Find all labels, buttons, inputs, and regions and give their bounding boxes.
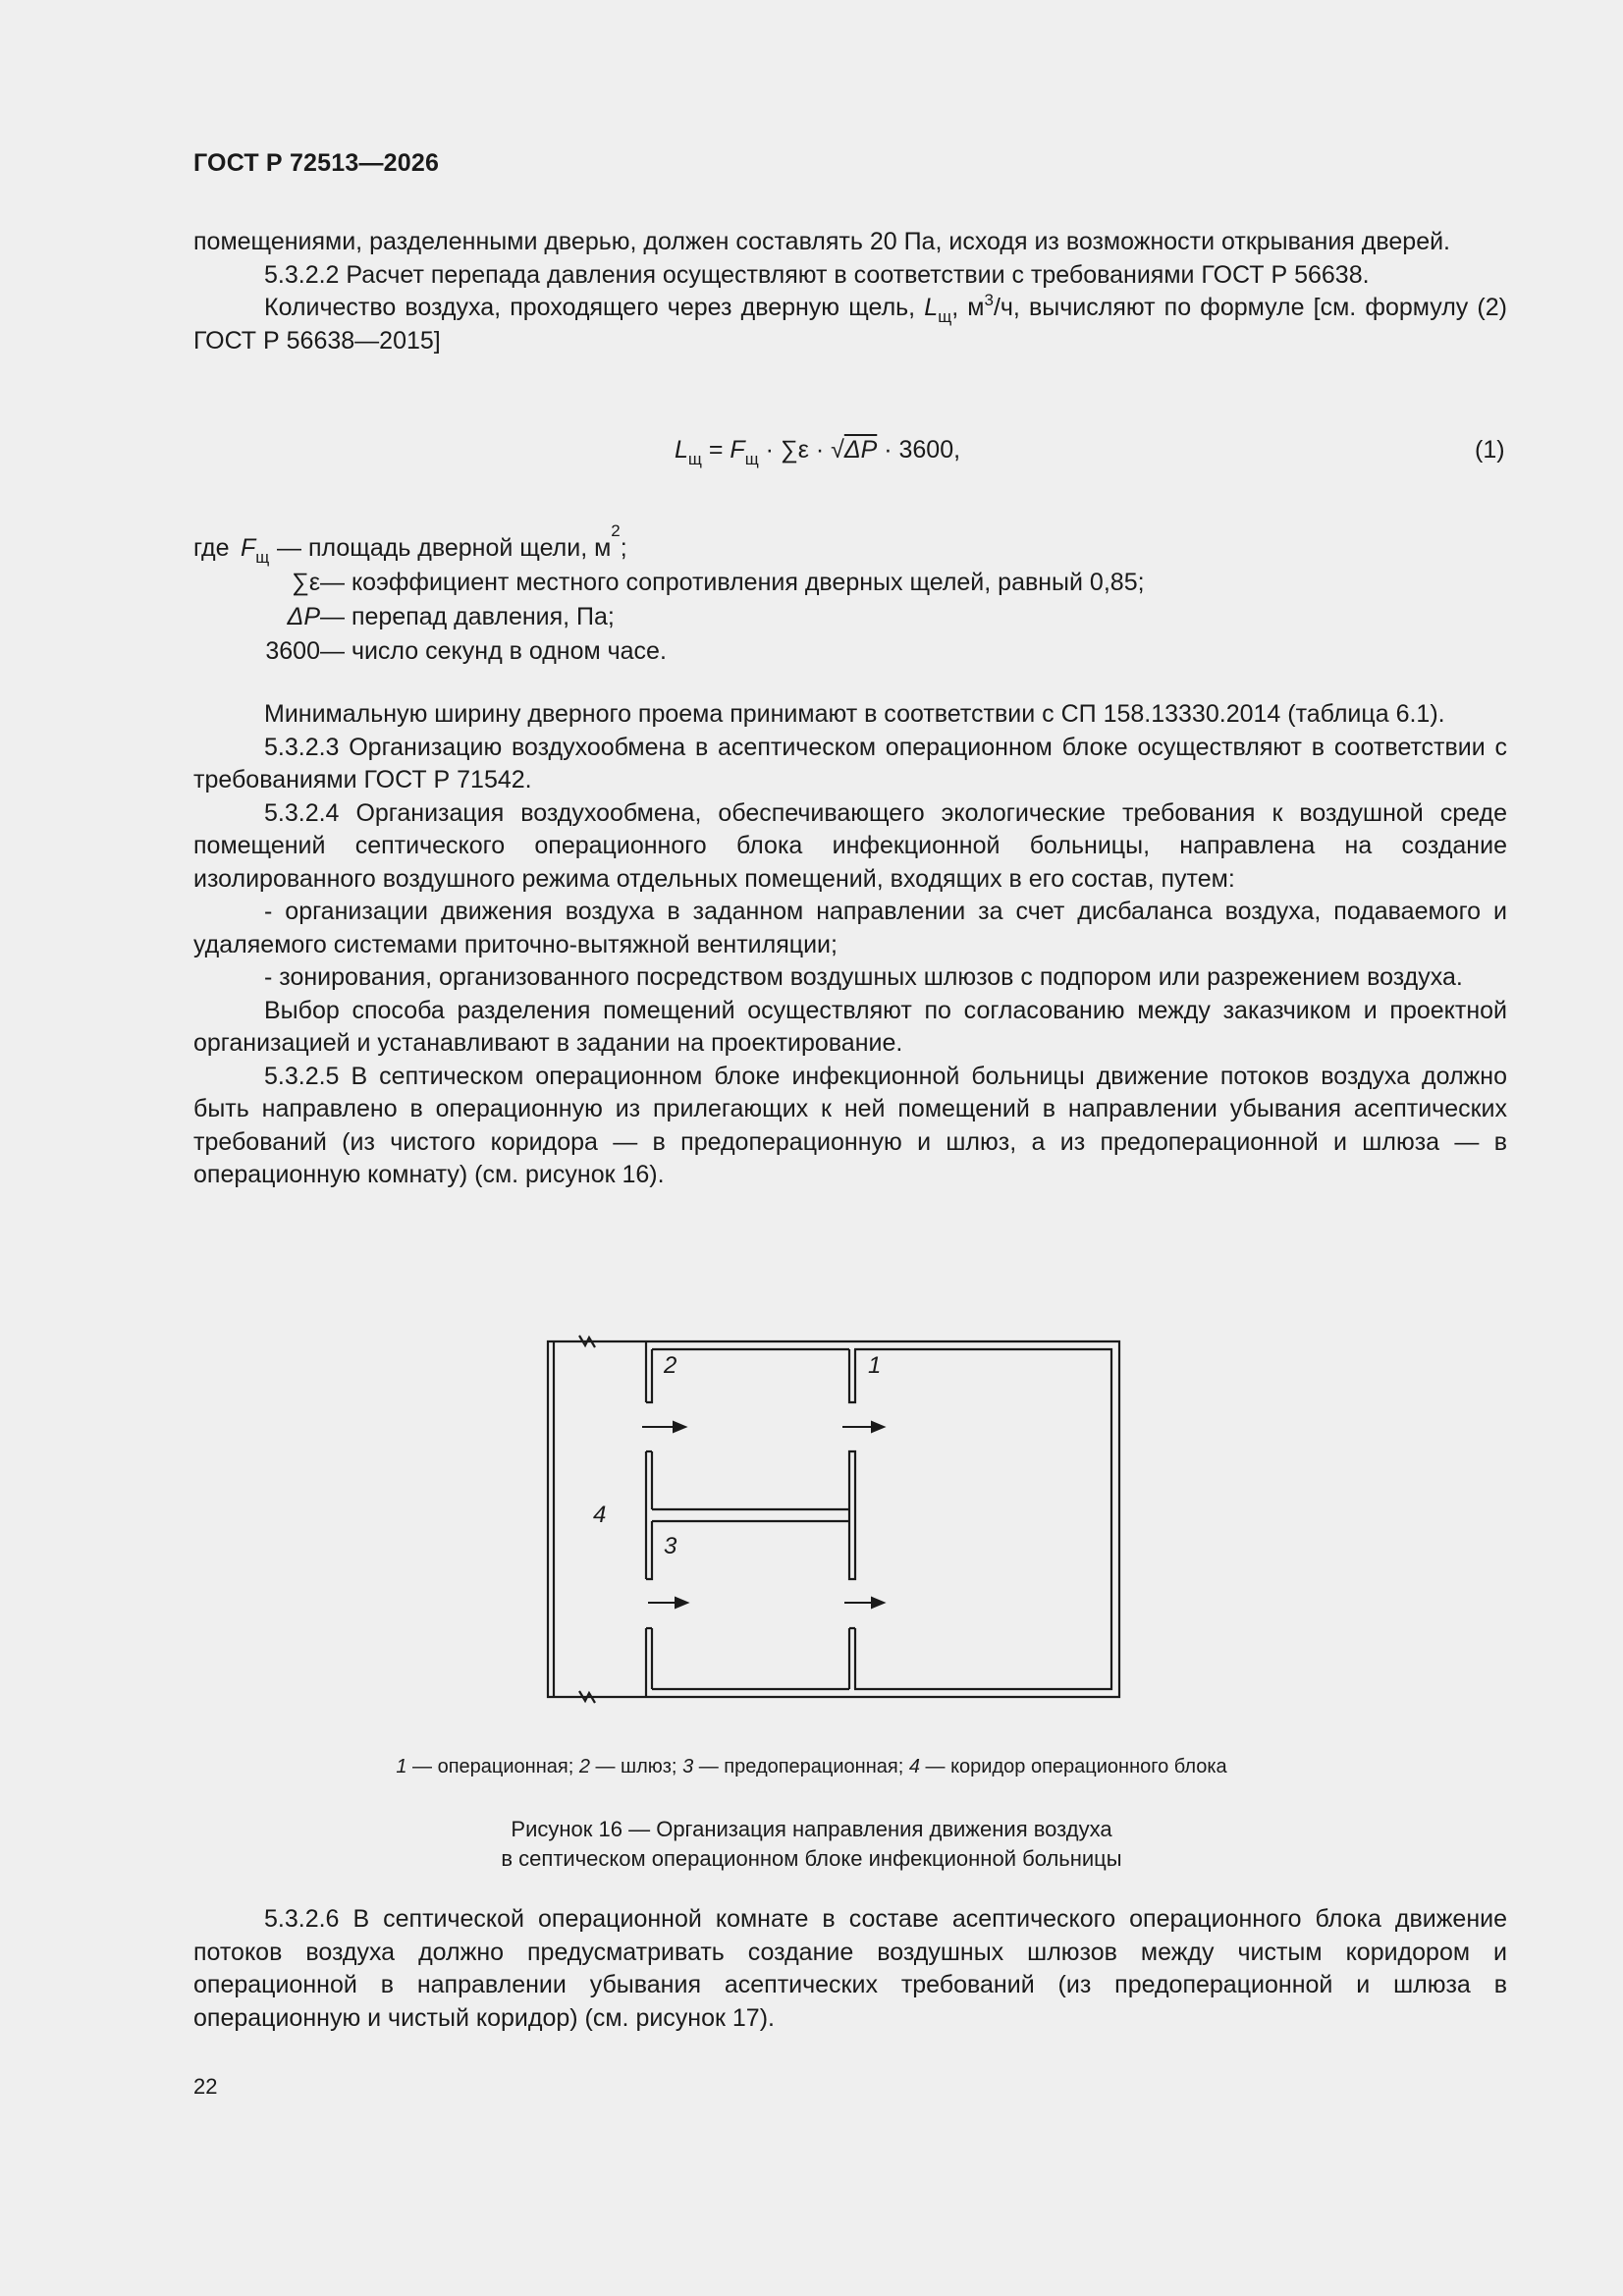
formula-number: (1) — [1475, 436, 1505, 464]
label-room-4: 4 — [593, 1502, 607, 1528]
paragraph: Выбор способа разделения помещений осуществляют по согласованию между заказчиком и проектной организацией и устанавливают в задании на проектирование. — [193, 996, 1507, 1057]
text-block-bottom — [193, 1903, 1507, 2035]
explanation-row: ∑ε — коэффициент местного сопротивления дверных щелей, равный 0,85; — [292, 569, 1145, 596]
text-block-middle — [193, 698, 1507, 1192]
explanation-row: где $F_щ$ — площадь дверной щели, м 2 ; — [193, 521, 627, 567]
label-room-2: 2 — [664, 1352, 677, 1379]
paragraph-5-3-2-6: 5.3.2.6 В септической операционной комнате в составе асептического операционного блока движение потоков воздуха должно предусматривать создание воздушных шлюзов между чистым коридором и операционной в направлении убывания асептических требований (из предоперационной и шлюза в операционную и чистый коридор) (см. рисунок 17). — [193, 1905, 1507, 2032]
explanation-row: 3600 — число секунд в одном часе. — [265, 637, 667, 665]
paragraph-air-quantity: Количество воздуха, проходящего через дверную щель, $L_щ$, $м^3/ч$, вычисляют по формуле [см. формулу (2) ГОСТ Р 56638—2015] — [193, 291, 1507, 355]
figure-caption-line: в септическом операционном блоке инфекционной больницы — [501, 1846, 1122, 1871]
list-item: - зонирования, организованного посредством воздушных шлюзов с подпором или разрежением воздуха. — [264, 963, 1463, 991]
figure-caption — [0, 1815, 1623, 1874]
formula-1 — [0, 436, 1623, 475]
paragraph-5-3-2-4: 5.3.2.4 Организация воздухообмена, обеспечивающего экологические требования к воздушной среде помещений септического операционного блока инфекционной больницы, направлена на создание изолированного воздушного режима отдельных помещений, входящих в его состав, путем: — [193, 798, 1507, 893]
label-room-3: 3 — [664, 1533, 677, 1559]
floor-plan-diagram — [530, 1326, 1178, 1709]
page-number: 22 — [193, 2074, 218, 2099]
paragraph: помещениями, разделенными дверью, должен составлять 20 Па, исходя из возможности открывания дверей. — [193, 228, 1451, 255]
figure-legend: 1 — операционная; 2 — шлюз; 3 — предоперационная; 4 — коридор операционного блока — [396, 1756, 1227, 1777]
formula-explanation — [193, 521, 1145, 669]
paragraph-5-3-2-3: 5.3.2.3 Организацию воздухообмена в асептическом операционном блоке осуществляют в соответствии с требованиями ГОСТ Р 71542. — [193, 733, 1507, 793]
formula-expression: $L_щ = F_щ \cdot \sum\varepsilon \cdot √\Delta P \cdot 3600$, — [675, 436, 961, 468]
figure-16-floor-plan — [530, 1326, 1178, 1709]
document-code-header: ГОСТ Р 72513—2026 — [193, 149, 440, 177]
paragraph: Минимальную ширину дверного проема принимают в соответствии с СП 158.13330.2014 (таблица 6.1). — [264, 700, 1445, 728]
paragraph-5-3-2-2: 5.3.2.2 Расчет перепада давления осуществляют в соответствии с требованиями ГОСТ Р 56638. — [264, 260, 1370, 289]
explanation-row: ΔP — перепад давления, Па; — [287, 603, 615, 630]
figure-caption-line: Рисунок 16 — Организация направления движения воздуха — [511, 1817, 1112, 1841]
text-block-top — [193, 226, 1507, 357]
list-item: - организации движения воздуха в заданном направлении за счет дисбаланса воздуха, подаваемого и удаляемого системами приточно-вытяжной вентиляции; — [193, 898, 1507, 958]
paragraph-5-3-2-5: 5.3.2.5 В септическом операционном блоке инфекционной больницы движение потоков воздуха должно быть направлено в операционную из прилегающих к ней помещений в направлении убывания асептических требований (из чистого коридора — в предоперационную и шлюз, а из предоперационной и шлюза — в операционную комнату) (см. рисунок 16). — [193, 1062, 1507, 1188]
label-room-1: 1 — [868, 1352, 882, 1379]
